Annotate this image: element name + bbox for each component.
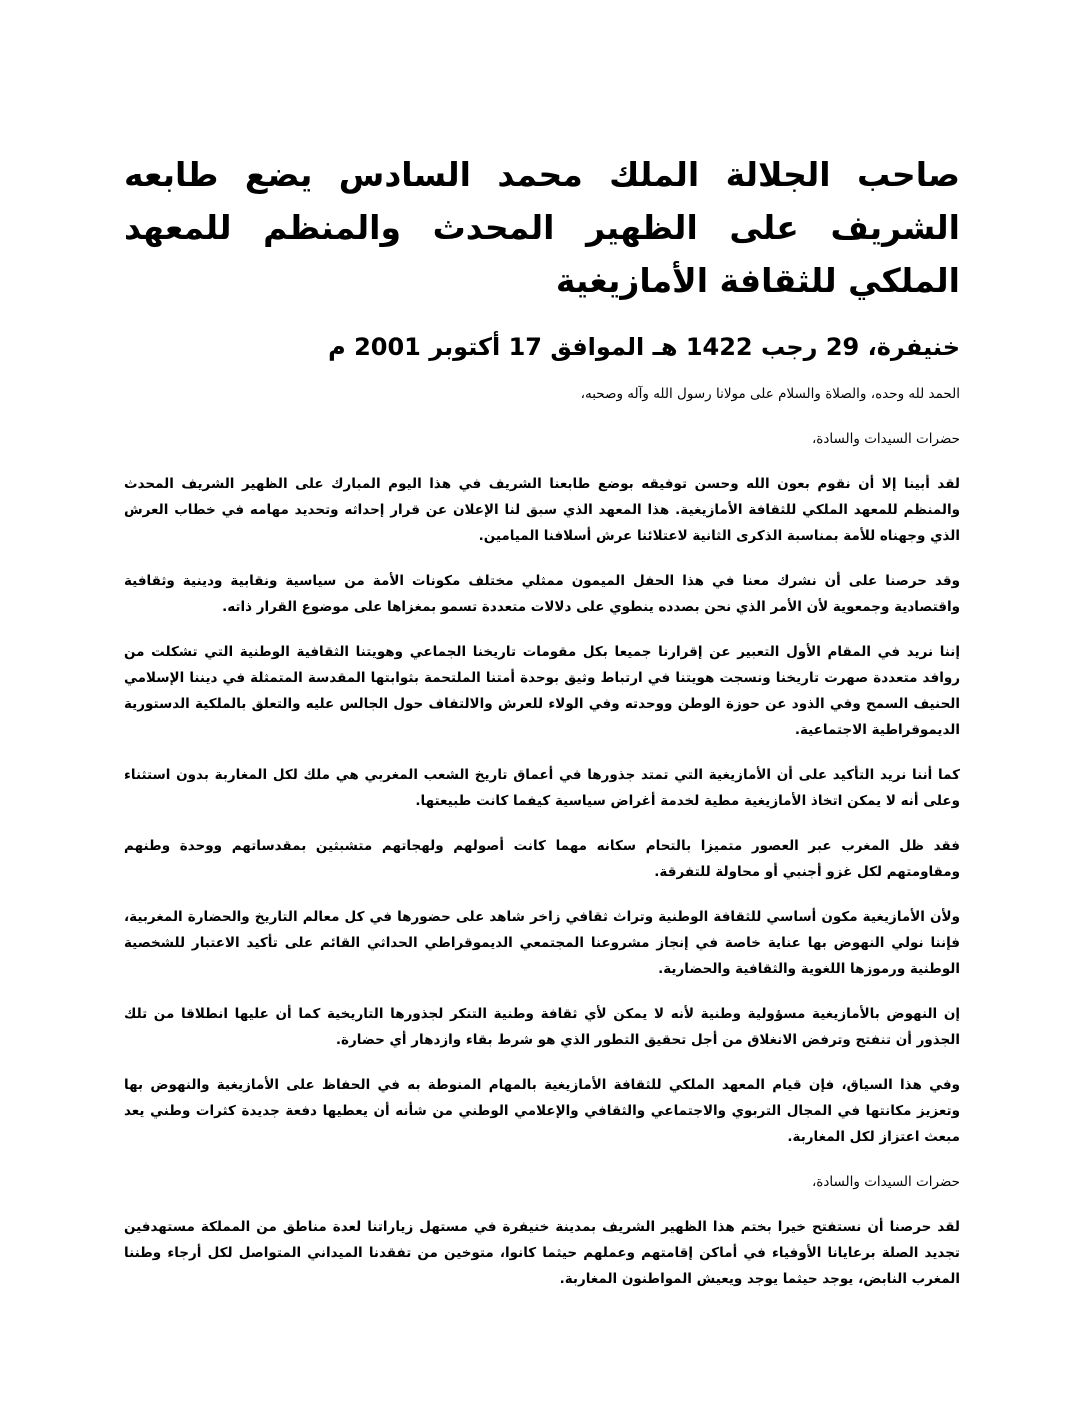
paragraph-body: إن النهوض بالأمازيغية مسؤولية وطنية لأنه لا يمكن لأي ثقافة وطنية التنكر لجذورها التاريخية كما أن عليها انطلاقا من تلك الجذور أن تنفتح وترفض الانغلاق من أجل تحقيق التطور الذي هو شرط بقاء وازدهار أي حضارة. (124, 1006, 960, 1048)
paragraph-salutation: حضرات السيدات والسادة، (811, 431, 960, 447)
paragraph-body: وفي هذا السياق، فإن قيام المعهد الملكي للثقافة الأمازيغية بالمهام المنوطة به في الحفاظ على الأمازيغية والنهوض بها وتعزيز مكانتها في المجال التربوي والاجتماعي والثقافي والإعلامي الوطني من شأنه أن يعطيها دفعة جديدة كثرات وطني يعد مبعث اعتزاز لكل المغاربة. (124, 1077, 960, 1145)
document-dateline: خنيفرة، 29 رجب 1422 هـ الموافق 17 أكتوبر 2001 م (328, 333, 960, 361)
paragraph-body: وقد حرصنا على أن نشرك معنا في هذا الحفل الميمون ممثلي مختلف مكونات الأمة من سياسية ونقابية ودينية وثقافية واقتصادية وجمعوية لأن الأمر الذي نحن بصدده ينطوي على دلالات متعددة تسمو بمغزاها على موضوع القرار ذاته. (124, 573, 960, 615)
paragraph-body: إننا نريد في المقام الأول التعبير عن إقرارنا جميعا بكل مقومات تاريخنا الجماعي وهويتنا الثقافية الوطنية التي تشكلت من روافد متعددة صهرت تاريخنا ونسجت هويتنا في ارتباط وثيق بوحدة أمتنا الملتحمة بثوابتها المقدسة المتمثلة في ديننا الإسلامي الحنيف السمح وفي الذود عن حوزة الوطن ووحدته وفي الولاء للعرش والالتفاف حول الجالس عليه والتعلق بالملكية الدستورية الديموقراطية الاجتماعية. (124, 644, 960, 738)
paragraph-body: ولأن الأمازيغية مكون أساسي للثقافة الوطنية وتراث ثقافي زاخر شاهد على حضورها في كل معالم التاريخ والحضارة المغربية، فإننا نولي النهوض بها عناية خاصة في إنجاز مشروعنا المجتمعي الديموقراطي الحداثي القائم على تأكيد الاعتبار للشخصية الوطنية ورموزها اللغوية والثقافية والحضارية. (124, 909, 960, 977)
paragraph-body: لقد أبينا إلا أن نقوم بعون الله وحسن توفيقه بوضع طابعنا الشريف في هذا اليوم المبارك على الظهير الشريف المحدث والمنظم للمعهد الملكي للثقافة الأمازيغية. هذا المعهد الذي سبق لنا الإعلان عن قرار إحداثه وتحديد مهامه في خطاب العرش الذي وجهناه للأمة بمناسبة الذكرى الثانية لاعتلائنا عرش أسلافنا الميامين. (124, 476, 960, 544)
paragraph-opening: الحمد لله وحده، والصلاة والسلام على مولانا رسول الله وآله وصحبه، (580, 386, 960, 402)
paragraph-body: لقد حرصنا أن نستفتح خيرا بختم هذا الظهير الشريف بمدينة خنيفرة في مستهل زياراتنا لعدة مناطق من المملكة مستهدفين تجديد الصلة برعايانا الأوفياء في أماكن إقامتهم وعملهم حيثما كانوا، متوخين من تفقدنا الميداني المتواصل لكل أرجاء وطننا المغرب النابض، يوجد حيثما يوجد ويعيش المواطنون المغاربة. (124, 1219, 960, 1287)
paragraph-body: كما أننا نريد التأكيد على أن الأمازيغية التي تمتد جذورها في أعماق تاريخ الشعب المغربي هي ملك لكل المغاربة بدون استثناء وعلى أنه لا يمكن اتخاذ الأمازيغية مطية لخدمة أغراض سياسية كيفما كانت طبيعتها. (124, 767, 960, 809)
paragraph-salutation: حضرات السيدات والسادة، (811, 1174, 960, 1190)
document-page (124, 148, 960, 1292)
document-title: صاحب الجلالة الملك محمد السادس يضع طابعه الشريف على الظهير المحدث والمنظم للمعهد الملكي للثقافة الأمازيغية (124, 155, 960, 300)
paragraph-body: فقد ظل المغرب عبر العصور متميزا بالتحام سكانه مهما كانت أصولهم ولهجاتهم متشبثين بمقدساتهم ووحدة وطنهم ومقاومتهم لكل غزو أجنبي أو محاولة للتفرقة. (124, 838, 960, 880)
